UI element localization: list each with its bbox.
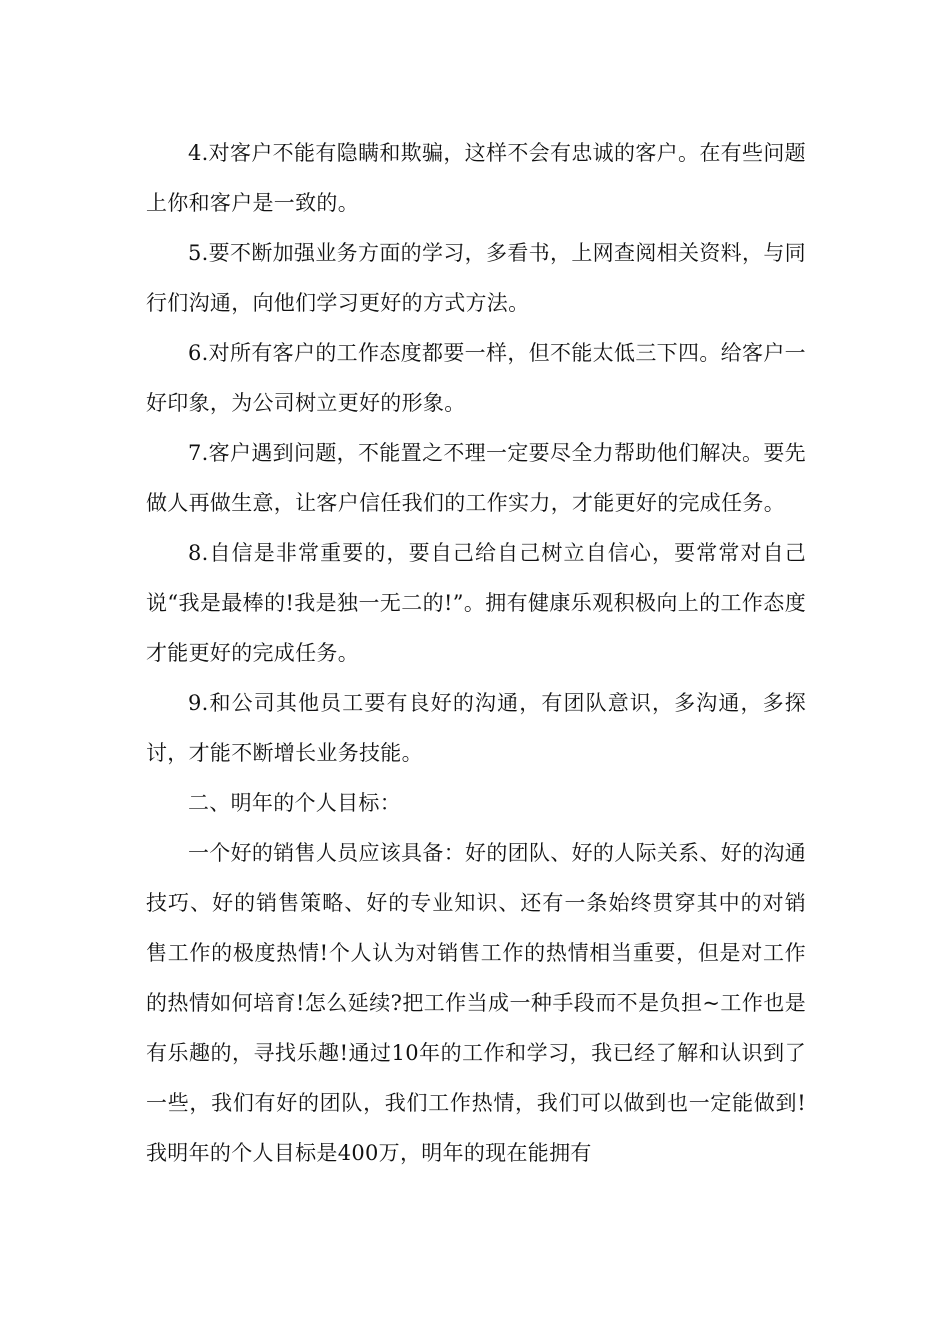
paragraph-item-5: 5.要不断加强业务方面的学习，多看书，上网查阅相关资料，与同行们沟通，向他们学习更好的方式方法。 xyxy=(146,241,806,315)
paragraph-item-6: 6.对所有客户的工作态度都要一样，但不能太低三下四。给客户一好印象，为公司树立更好的形象。 xyxy=(146,341,806,415)
paragraph-item-7: 7.客户遇到问题，不能置之不理一定要尽全力帮助他们解决。要先做人再做生意，让客户信任我们的工作实力，才能更好的完成任务。 xyxy=(146,441,806,515)
paragraph-goals: 一个好的销售人员应该具备：好的团队、好的人际关系、好的沟通技巧、好的销售策略、好的专业知识、还有一条始终贯穿其中的对销售工作的极度热情!个人认为对销售工作的热情相当重要，但是对工作的热情如何培育!怎么延续?把工作当成一种手段而不是负担~工作也是有乐趣的，寻找乐趣!通过10年的工作和学习，我已经了解和认识到了一些，我们有好的团队，我们工作热情，我们可以做到也一定能做到!我明年的个人目标是400万，明年的现在能拥有 xyxy=(146,841,806,1165)
section-heading: 二、明年的个人目标： xyxy=(188,791,401,815)
document-body xyxy=(146,128,806,1178)
paragraph-item-9: 9.和公司其他员工要有良好的沟通，有团队意识，多沟通，多探讨，才能不断增长业务技能。 xyxy=(146,691,806,765)
paragraph-item-4: 4.对客户不能有隐瞒和欺骗，这样不会有忠诚的客户。在有些问题上你和客户是一致的。 xyxy=(146,141,806,215)
paragraph-item-8: 8.自信是非常重要的，要自己给自己树立自信心，要常常对自己说“我是最棒的!我是独一无二的!”。拥有健康乐观积极向上的工作态度才能更好的完成任务。 xyxy=(146,541,806,665)
